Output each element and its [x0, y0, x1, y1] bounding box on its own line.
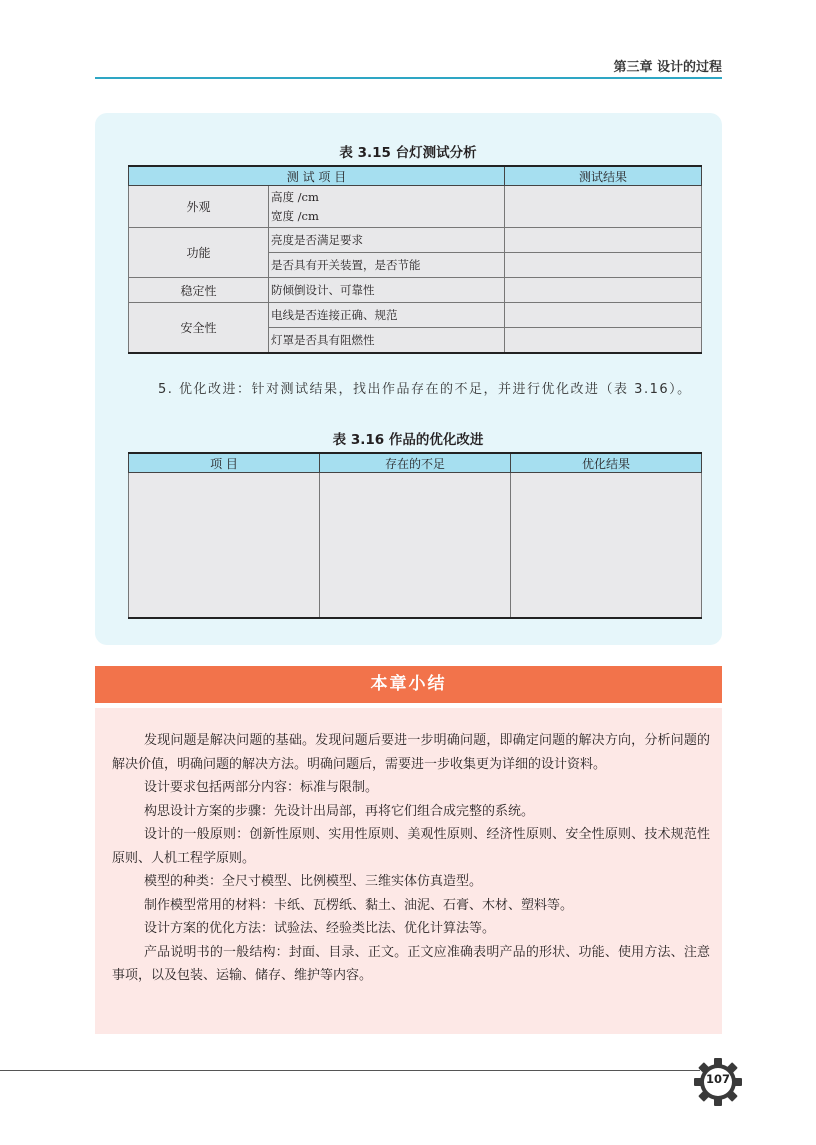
page-number: 107: [705, 1072, 730, 1086]
item-cell: 电线是否连接正确、规范: [269, 303, 505, 328]
summary-paragraph: 设计方案的优化方法：试验法、经验类比法、优化计算法等。: [144, 921, 496, 936]
summary-paragraph: 产品说明书的一般结构：封面、目录、正文。正文应准确表明产品的形状、功能、使用方法、注意事项，以及包装、运输、储存、维护等内容。: [112, 944, 710, 983]
result-cell: [505, 278, 702, 303]
table-316: [128, 452, 702, 619]
column-header-shortcoming: 存在的不足: [320, 453, 511, 473]
column-header-optimization: 优化结果: [511, 453, 702, 473]
header-rule: [95, 77, 722, 79]
summary-paragraph: 设计的一般原则：创新性原则、实用性原则、美观性原则、经济性原则、安全性原则、技术规范性原则、人机工程学原则。: [112, 827, 710, 866]
result-cell: [505, 228, 702, 253]
column-header-test-result: 测试结果: [505, 166, 702, 186]
category-cell: 稳定性: [129, 278, 269, 303]
summary-paragraph: 制作模型常用的材料：卡纸、瓦楞纸、黏土、油泥、石膏、木材、塑料等。: [144, 897, 574, 913]
summary-title: 本章小结: [95, 666, 722, 703]
summary-paragraph: 发现问题是解决问题的基础。发现问题后要进一步明确问题，即确定问题的解决方向，分析问题的解决价值，明确问题的解决方法。明确问题后，需要进一步收集更为详细的设计资料。: [112, 733, 710, 772]
item-text: 高度 /cm: [271, 189, 319, 204]
table-315-caption: 表 3.15 台灯测试分析: [339, 145, 477, 161]
empty-cell: [129, 473, 320, 618]
summary-paragraph: 设计要求包括两部分内容：标准与限制。: [144, 780, 379, 795]
category-cell: 外观: [129, 186, 269, 228]
step-5-paragraph: 5. 优化改进：针对测试结果，找出作品存在的不足，并进行优化改进（表 3.16）。: [158, 382, 692, 397]
table-315: [128, 165, 702, 354]
summary-paragraph: 构思设计方案的步骤：先设计出局部，再将它们组合成完整的系统。: [144, 803, 535, 819]
category-cell: 安全性: [129, 303, 269, 353]
category-cell: 功能: [129, 228, 269, 278]
column-header-test-item: 测 试 项 目: [129, 166, 505, 186]
summary-paragraph: 模型的种类：全尺寸模型、比例模型、三维实体仿真造型。: [144, 874, 483, 889]
item-cell: 是否具有开关装置，是否节能: [269, 253, 505, 278]
item-cell: [269, 186, 505, 228]
result-cell: [505, 328, 702, 353]
item-cell: 防倾倒设计、可靠性: [269, 278, 505, 303]
result-cell: [505, 303, 702, 328]
result-cell: [505, 186, 702, 228]
table-316-caption: 表 3.16 作品的优化改进: [332, 432, 484, 448]
result-cell: [505, 253, 702, 278]
item-text: 宽度 /cm: [271, 208, 319, 223]
summary-text: [112, 729, 710, 988]
item-cell: 灯罩是否具有阻燃性: [269, 328, 505, 353]
item-cell: 亮度是否满足要求: [269, 228, 505, 253]
empty-cell: [320, 473, 511, 618]
column-header-item: 项 目: [129, 453, 320, 473]
footer-rule: [0, 1070, 700, 1071]
empty-cell: [511, 473, 702, 618]
running-header: 第三章 设计的过程: [613, 60, 722, 75]
